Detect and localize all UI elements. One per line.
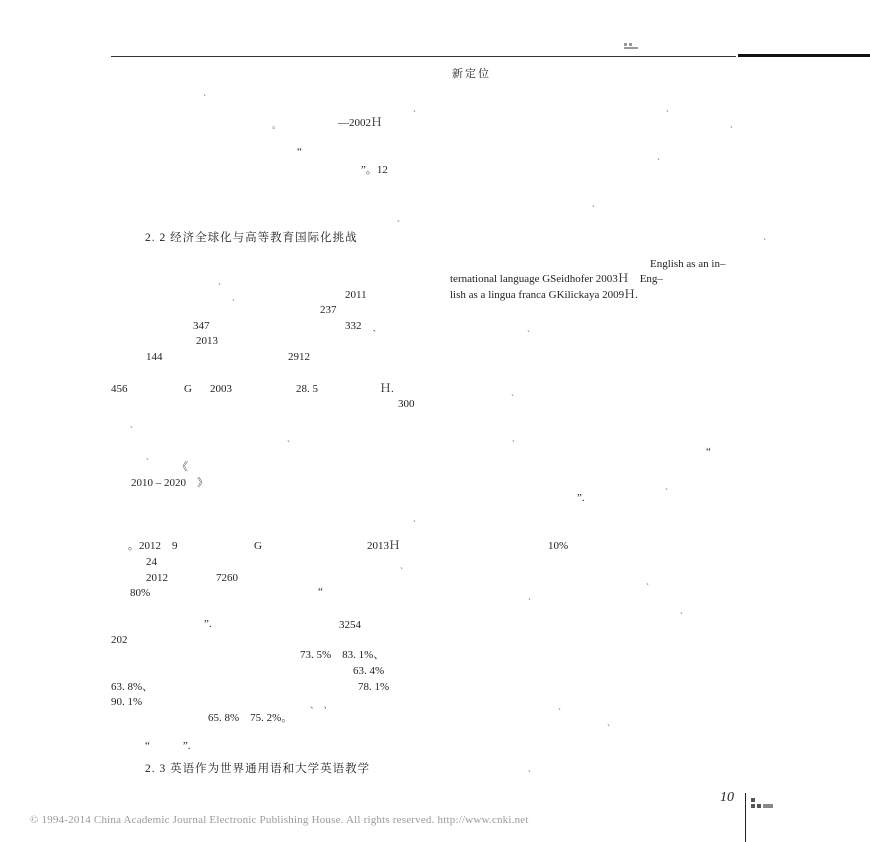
- text-fragment: ˎ: [680, 604, 683, 614]
- text-fragment: “: [706, 446, 711, 458]
- text-fragment: ˎ: [607, 716, 610, 726]
- text-fragment: 80%: [130, 587, 151, 599]
- text-fragment: ˎ: [511, 386, 514, 396]
- text-fragment: G: [254, 540, 262, 552]
- text-fragment: ˎ: [413, 512, 416, 522]
- text-fragment: 、 、: [310, 700, 333, 710]
- text-fragment: ˎ: [666, 102, 669, 112]
- text-fragment: G: [184, 383, 192, 395]
- text-fragment: ˎ: [527, 322, 530, 332]
- text-fragment: ˎ: [730, 118, 733, 128]
- text-fragment: 63. 4%: [353, 665, 385, 677]
- text-fragment: 7260: [216, 572, 238, 584]
- text-fragment: Ｈ.: [380, 383, 394, 395]
- text-fragment: ternational language GSeidhofer 2003Ｈ Eng–: [450, 273, 663, 285]
- text-fragment: 2012: [146, 572, 168, 584]
- text-fragment: ˎ: [512, 432, 515, 442]
- text-fragment: 202: [111, 634, 128, 646]
- text-fragment: 3254: [339, 619, 361, 631]
- text-fragment: 2912: [288, 351, 310, 363]
- footer-rule: [745, 793, 746, 842]
- text-fragment: “: [297, 146, 302, 158]
- text-fragment: —2002Ｈ: [338, 117, 382, 129]
- text-fragment: ”。12: [361, 164, 388, 176]
- text-fragment: 90. 1%: [111, 696, 143, 708]
- text-fragment: ˎ: [232, 291, 235, 301]
- text-fragment: ˎ: [400, 559, 403, 569]
- text-fragment: ˎ: [203, 86, 206, 96]
- text-fragment: ˎ: [130, 418, 133, 428]
- text-fragment: ˎ: [218, 275, 221, 285]
- header-rule-accent: [738, 54, 870, 57]
- text-fragment: ˎ: [528, 762, 531, 772]
- text-fragment: ˎ: [657, 150, 660, 160]
- text-fragment: ˎ: [413, 102, 416, 112]
- text-fragment: 237: [320, 304, 337, 316]
- text-fragment: ˎ: [592, 197, 595, 207]
- text-fragment: “: [318, 586, 323, 598]
- section-heading-2-2: 2. 2 经济全球化与高等教育国际化挑战: [145, 232, 358, 244]
- text-fragment: 73. 5% 83. 1%、: [300, 649, 385, 661]
- text-fragment: ˎ: [558, 700, 561, 710]
- text-fragment: 65. 8% 75. 2%。: [208, 712, 293, 724]
- text-fragment: 63. 8%、: [111, 681, 154, 693]
- text-fragment: lish as a lingua franca GKilickaya 2009Ｈ.: [450, 289, 638, 301]
- header-rule: [111, 56, 736, 57]
- text-fragment: ”.: [577, 492, 585, 504]
- copyright-notice: © 1994-2014 China Academic Journal Electronic Publishing House. All rights reserved. http://www.cnki.net: [30, 814, 529, 826]
- text-fragment: 144: [146, 351, 163, 363]
- text-fragment: ˎ: [146, 450, 149, 460]
- text-fragment: ˎ: [763, 230, 766, 240]
- text-fragment: 78. 1%: [358, 681, 390, 693]
- running-title: 新定位: [452, 68, 491, 80]
- text-fragment: 347: [193, 320, 210, 332]
- text-fragment: 24: [146, 556, 157, 568]
- text-fragment: ˎ: [665, 480, 668, 490]
- text-fragment: 456: [111, 383, 128, 395]
- text-fragment: ”.: [204, 618, 212, 630]
- text-fragment: English as an in–: [650, 258, 726, 270]
- text-fragment: 28. 5: [296, 383, 318, 395]
- text-fragment: 332 ˎ: [345, 320, 377, 332]
- text-fragment: 10%: [548, 540, 569, 552]
- text-fragment: ˎ: [397, 212, 400, 222]
- text-fragment: “ ”.: [145, 740, 191, 752]
- text-fragment: 2003: [210, 383, 232, 395]
- text-fragment: ˎ: [646, 575, 649, 585]
- header-emblem-icon: [624, 43, 638, 50]
- text-fragment: 2010 – 2020 》: [131, 477, 208, 489]
- text-fragment: 。: [272, 120, 282, 130]
- section-heading-2-3: 2. 3 英语作为世界通用语和大学英语教学: [145, 763, 371, 775]
- text-fragment: 2013Ｈ: [367, 540, 400, 552]
- text-fragment: ˎ: [287, 432, 290, 442]
- text-fragment: 《: [177, 461, 188, 473]
- text-fragment: 2011: [345, 289, 367, 301]
- page-number: 10: [720, 790, 734, 805]
- text-fragment: 300: [398, 398, 415, 410]
- text-fragment: ˎ: [528, 590, 531, 600]
- text-fragment: 2013: [196, 335, 218, 347]
- text-fragment: 。2012 9: [128, 540, 178, 552]
- footer-emblem-icon: [751, 798, 775, 812]
